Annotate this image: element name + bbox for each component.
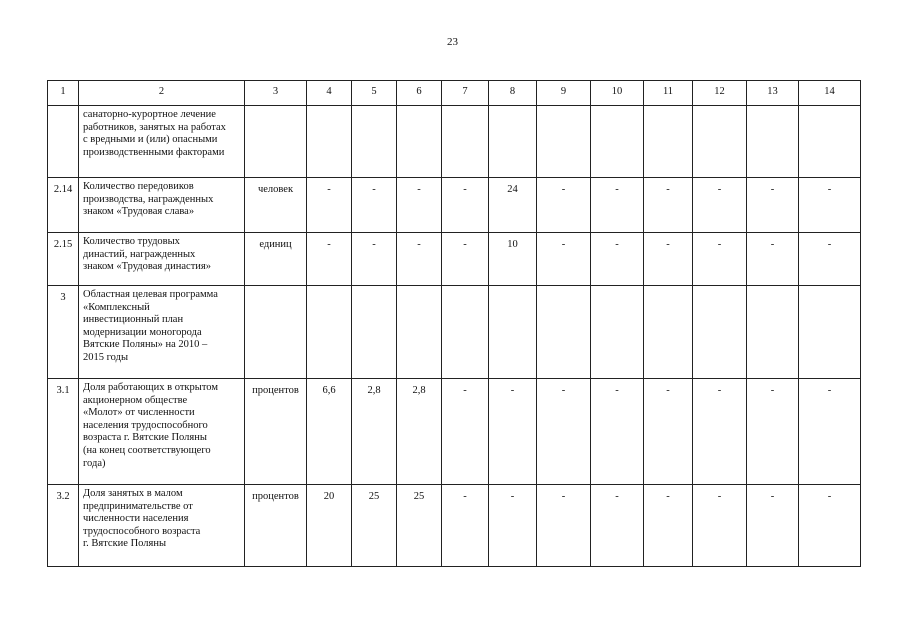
- value-cell: 24: [489, 178, 537, 233]
- description-line: Количество трудовых: [83, 236, 180, 247]
- value-cell: [591, 286, 644, 379]
- value-cell: -: [307, 178, 352, 233]
- value-cell: [799, 106, 861, 178]
- value-cell: -: [591, 233, 644, 286]
- row-number: 2.14: [48, 178, 79, 233]
- description-line: производственными факторами: [83, 146, 225, 158]
- table-row: [48, 379, 861, 485]
- value-cell: [747, 106, 799, 178]
- indicator-description: [79, 286, 245, 379]
- value-cell: [307, 286, 352, 379]
- value-cell: -: [537, 233, 591, 286]
- value-cell: -: [537, 178, 591, 233]
- value-cell: [442, 106, 489, 178]
- column-header: 10: [591, 81, 644, 106]
- table-row: [48, 106, 861, 178]
- description-line: населения трудоспособного: [83, 419, 208, 431]
- indicator-description: [79, 178, 245, 233]
- value-cell: 10: [489, 233, 537, 286]
- value-cell: -: [591, 178, 644, 233]
- value-cell: [644, 286, 693, 379]
- column-header: 9: [537, 81, 591, 106]
- row-number: 2.15: [48, 233, 79, 286]
- value-cell: -: [644, 233, 693, 286]
- description-line: Доля занятых в малом: [83, 488, 183, 499]
- unit-of-measure: [245, 286, 307, 379]
- description-line: знаком «Трудовая слава»: [83, 206, 195, 218]
- value-cell: -: [799, 178, 861, 233]
- value-cell: -: [644, 485, 693, 567]
- value-cell: -: [693, 379, 747, 485]
- description-line: работников, занятых на работах: [83, 121, 226, 133]
- value-cell: -: [693, 233, 747, 286]
- value-cell: -: [397, 178, 442, 233]
- value-cell: 20: [307, 485, 352, 567]
- value-cell: -: [442, 178, 489, 233]
- description-line: династий, награжденных: [83, 248, 196, 260]
- row-number: 3.1: [48, 379, 79, 485]
- column-header: 2: [79, 81, 245, 106]
- value-cell: -: [442, 233, 489, 286]
- value-cell: [397, 286, 442, 379]
- column-header: 4: [307, 81, 352, 106]
- description-line: санаторно-курортное лечение: [83, 109, 216, 120]
- description-line: модернизации моногорода: [83, 326, 202, 338]
- value-cell: [352, 106, 397, 178]
- unit-of-measure: процентов: [245, 485, 307, 567]
- value-cell: [397, 106, 442, 178]
- description-line: производства, награжденных: [83, 193, 214, 205]
- value-cell: [644, 106, 693, 178]
- value-cell: -: [489, 379, 537, 485]
- value-cell: -: [442, 379, 489, 485]
- unit-of-measure: человек: [245, 178, 307, 233]
- column-header: 14: [799, 81, 861, 106]
- description-line: 2015 годы: [83, 351, 129, 363]
- page-number: 23: [447, 36, 458, 48]
- description-line: Количество передовиков: [83, 181, 194, 192]
- value-cell: -: [442, 485, 489, 567]
- value-cell: -: [397, 233, 442, 286]
- description-line: инвестиционный план: [83, 314, 184, 326]
- value-cell: 25: [352, 485, 397, 567]
- value-cell: -: [537, 485, 591, 567]
- value-cell: [591, 106, 644, 178]
- value-cell: -: [489, 485, 537, 567]
- description-line: возраста г. Вятские Поляны: [83, 432, 207, 444]
- column-header: 11: [644, 81, 693, 106]
- description-line: «Комплексный: [83, 301, 150, 313]
- unit-of-measure: единиц: [245, 233, 307, 286]
- value-cell: -: [537, 379, 591, 485]
- value-cell: [442, 286, 489, 379]
- column-header: 13: [747, 81, 799, 106]
- row-number: 3.2: [48, 485, 79, 567]
- description-line: Областная целевая программа: [83, 289, 218, 300]
- unit-of-measure: [245, 106, 307, 178]
- value-cell: 25: [397, 485, 442, 567]
- value-cell: -: [747, 379, 799, 485]
- value-cell: 2,8: [352, 379, 397, 485]
- description-line: Доля работающих в открытом: [83, 382, 218, 393]
- value-cell: -: [693, 178, 747, 233]
- row-number: [48, 106, 79, 178]
- indicator-description: [79, 106, 245, 178]
- indicator-description: [79, 379, 245, 485]
- value-cell: [489, 286, 537, 379]
- row-number: 3: [48, 286, 79, 379]
- value-cell: -: [352, 178, 397, 233]
- value-cell: -: [644, 379, 693, 485]
- value-cell: [537, 286, 591, 379]
- description-line: г. Вятские Поляны: [83, 538, 167, 550]
- description-line: (на конец соответствующего: [83, 444, 211, 456]
- indicators-table: [47, 80, 861, 567]
- value-cell: -: [747, 178, 799, 233]
- value-cell: -: [747, 233, 799, 286]
- value-cell: -: [591, 379, 644, 485]
- column-header: 3: [245, 81, 307, 106]
- value-cell: [747, 286, 799, 379]
- value-cell: -: [307, 233, 352, 286]
- header-row: [48, 81, 861, 106]
- value-cell: -: [799, 379, 861, 485]
- value-cell: [352, 286, 397, 379]
- value-cell: -: [693, 485, 747, 567]
- table-row: [48, 286, 861, 379]
- description-line: численности населения: [83, 513, 189, 525]
- description-line: предпринимательстве от: [83, 500, 193, 512]
- table-row: [48, 178, 861, 233]
- table-row: [48, 485, 861, 567]
- value-cell: -: [644, 178, 693, 233]
- column-header: 7: [442, 81, 489, 106]
- value-cell: [489, 106, 537, 178]
- unit-of-measure: процентов: [245, 379, 307, 485]
- description-line: знаком «Трудовая династия»: [83, 261, 211, 273]
- description-line: с вредными и (или) опасными: [83, 134, 218, 146]
- column-header: 12: [693, 81, 747, 106]
- value-cell: [537, 106, 591, 178]
- description-line: акционерном обществе: [83, 394, 188, 406]
- value-cell: [799, 286, 861, 379]
- column-header: 5: [352, 81, 397, 106]
- value-cell: [693, 286, 747, 379]
- value-cell: 6,6: [307, 379, 352, 485]
- column-header: 1: [48, 81, 79, 106]
- value-cell: -: [747, 485, 799, 567]
- description-line: года): [83, 457, 106, 469]
- value-cell: [693, 106, 747, 178]
- description-line: трудоспособного возраста: [83, 525, 201, 537]
- description-line: Вятские Поляны» на 2010 –: [83, 339, 208, 351]
- value-cell: [307, 106, 352, 178]
- value-cell: -: [591, 485, 644, 567]
- indicator-description: [79, 233, 245, 286]
- value-cell: -: [799, 485, 861, 567]
- indicator-description: [79, 485, 245, 567]
- value-cell: -: [352, 233, 397, 286]
- value-cell: 2,8: [397, 379, 442, 485]
- column-header: 6: [397, 81, 442, 106]
- description-line: «Молот» от численности: [83, 407, 195, 419]
- table-row: [48, 233, 861, 286]
- value-cell: -: [799, 233, 861, 286]
- column-header: 8: [489, 81, 537, 106]
